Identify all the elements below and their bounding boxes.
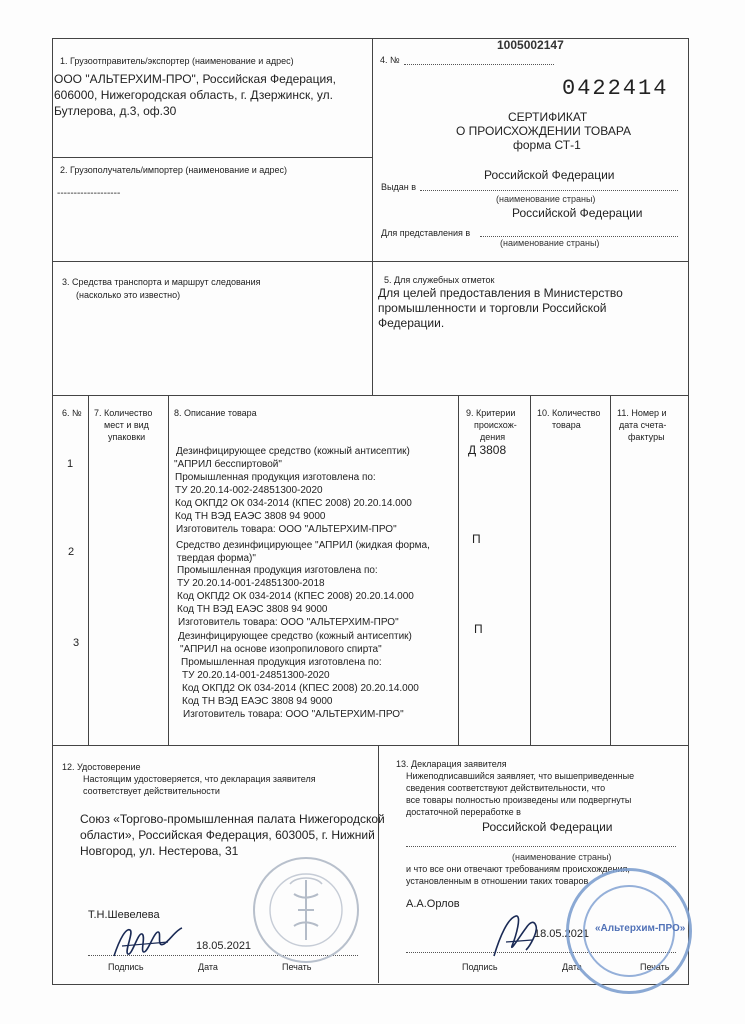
chamber-line-3: Новгород, ул. Нестерова, 31 [80, 844, 239, 858]
row-1-line-7: Изготовитель товара: ООО "АЛЬТЕРХИМ-ПРО" [176, 524, 397, 535]
col-header-packages-3: упаковки [108, 432, 146, 442]
row-3-line-4: ТУ 20.20.14-001-24851300-2020 [182, 670, 330, 681]
chamber-line-1: Союз «Торгово-промышленная палата Нижегородской [80, 812, 385, 826]
serial-number-top: 1005002147 [497, 38, 564, 52]
row-3-number: 3 [73, 637, 80, 649]
row-3-line-7: Изготовитель товара: ООО "АЛЬТЕРХИМ-ПРО" [183, 709, 404, 720]
certificate-form: форма СТ-1 [513, 138, 581, 152]
box12-signer: Т.Н.Шевелева [88, 909, 160, 921]
box12-date-label: Дата [198, 962, 218, 972]
row-3-line-6: Код ТН ВЭД ЕАЭС 3808 94 9000 [182, 696, 333, 707]
divider-box1 [52, 157, 372, 158]
box1-label: 1. Грузоотправитель/экспортер (наименование и адрес) [60, 56, 294, 66]
row-1-line-1: Дезинфицирующее средство (кожный антисептик) [176, 446, 410, 457]
box13-text-3: все товары полностью произведены или подвергнуты [406, 795, 632, 805]
row-3-line-1: Дезинфицирующее средство (кожный антисептик) [178, 631, 412, 642]
col-divider-11 [610, 395, 611, 746]
consignee-value: ------------------- [57, 188, 121, 199]
box12-text-2: соответствует действительности [83, 786, 220, 796]
issued-country: Российской Федерации [484, 168, 615, 182]
col-header-quantity-2: товара [552, 420, 581, 430]
col-header-criteria-3: дения [480, 432, 506, 442]
col-header-number: 6. № [62, 408, 82, 418]
box12-signature-label: Подпись [108, 962, 144, 972]
shipper-line-1: ООО "АЛЬТЕРХИМ-ПРО", Российская Федерация, [54, 72, 336, 86]
certificate-title: СЕРТИФИКАТ [508, 110, 588, 124]
box13-date-label: Дата [562, 962, 582, 972]
row-2-number: 2 [68, 546, 75, 558]
row-2-line-1: Средство дезинфицирующее "АПРИЛ (жидкая форма, [176, 540, 430, 551]
row-1-number: 1 [67, 458, 74, 470]
issued-label: Выдан в [381, 182, 416, 192]
chamber-line-2: области», Российская Федерация, 603005, г. Нижний [80, 828, 375, 842]
box5-line-2: промышленности и торговли Российской [378, 301, 607, 315]
box13-country: Российской Федерации [482, 820, 613, 834]
row-1-line-3: Промышленная продукция изготовлена по: [175, 472, 376, 483]
box4-dotted-line [404, 64, 554, 65]
col-divider-7 [88, 395, 89, 746]
issued-dotted-line [420, 190, 678, 191]
box5-line-1: Для целей предоставления в Министерство [378, 286, 623, 300]
row-3-line-2: "АПРИЛ на основе изопропилового спирта" [180, 644, 382, 655]
box5-line-3: Федерации. [378, 316, 445, 330]
box3-label: 3. Средства транспорта и маршрут следования [62, 277, 261, 287]
box2-label: 2. Грузополучатель/импортер (наименование и адрес) [60, 165, 287, 175]
col-header-invoice-3: фактуры [628, 432, 665, 442]
row-1-criterion: Д 3808 [468, 443, 507, 457]
divider-top-section [52, 261, 688, 262]
box13-label: 13. Декларация заявителя [396, 759, 507, 769]
divider-table [52, 745, 688, 746]
box13-text-5: и что все они отвечают требованиям происхождения, [406, 864, 630, 874]
chamber-seal [250, 854, 362, 966]
box13-text-2: сведения соответствуют действительности, что [406, 783, 606, 793]
box13-signer: А.А.Орлов [406, 898, 460, 910]
row-3-criterion: П [474, 622, 483, 636]
box13-country-line [406, 846, 676, 847]
box13-signature [486, 906, 546, 966]
box3-sublabel: (насколько это известно) [76, 290, 181, 300]
box13-date: 18.05.2021 [534, 928, 590, 940]
presentation-country-sub: (наименование страны) [500, 238, 600, 248]
col-header-criteria-1: 9. Критерии [466, 408, 516, 418]
shipper-line-3: Бутлерова, д.3, оф.30 [54, 104, 177, 118]
divider-middle-section [52, 395, 688, 396]
presentation-label: Для представления в [381, 228, 471, 238]
divider-vertical-bottom [378, 745, 379, 983]
row-3-line-5: Код ОКПД2 ОК 034-2014 (КПЕС 2008) 20.20.14.000 [182, 683, 419, 694]
row-2-line-5: Код ОКПД2 ОК 034-2014 (КПЕС 2008) 20.20.14.000 [177, 591, 414, 602]
col-header-invoice-1: 11. Номер и [617, 408, 667, 418]
company-stamp-text: «Альтерхим-ПРО» [595, 923, 686, 934]
presentation-dotted-line [480, 236, 678, 237]
box13-text-4: достаточной переработке в [406, 807, 521, 817]
row-1-line-6: Код ТН ВЭД ЕАЭС 3808 94 9000 [175, 511, 326, 522]
divider-vertical-top [372, 38, 373, 396]
row-1-line-2: "АПРИЛ бесспиртовой" [174, 459, 282, 470]
box12-seal-label: Печать [282, 962, 312, 972]
col-header-quantity-1: 10. Количество [537, 408, 601, 418]
box13-seal-label: Печать [640, 962, 670, 972]
box12-label: 12. Удостоверение [62, 762, 141, 772]
row-2-line-6: Код ТН ВЭД ЕАЭС 3808 94 9000 [177, 604, 328, 615]
box13-signature-label: Подпись [462, 962, 498, 972]
col-divider-9 [458, 395, 459, 746]
box5-label: 5. Для служебных отметок [384, 275, 495, 285]
col-header-packages-1: 7. Количество [94, 408, 153, 418]
shipper-line-2: 606000, Нижегородская область, г. Дзержинск, ул. [54, 88, 333, 102]
box12-signature [108, 918, 188, 963]
box13-text-6: установленным в отношении таких товаров [406, 876, 589, 886]
row-2-line-7: Изготовитель товара: ООО "АЛЬТЕРХИМ-ПРО" [178, 617, 399, 628]
col-header-packages-2: мест и вид [104, 420, 149, 430]
presentation-country: Российской Федерации [512, 206, 643, 220]
col-header-description: 8. Описание товара [174, 408, 257, 418]
col-divider-10 [530, 395, 531, 746]
issued-country-sub: (наименование страны) [496, 194, 596, 204]
certificate-number: 0422414 [562, 76, 669, 101]
box13-text-1: Нижеподписавшийся заявляет, что вышеприведенные [406, 771, 635, 781]
row-2-line-2: твердая форма)" [177, 553, 256, 564]
row-3-line-3: Промышленная продукция изготовлена по: [181, 657, 382, 668]
certificate-subtitle: О ПРОИСХОЖДЕНИИ ТОВАРА [456, 124, 632, 138]
box13-country-sub: (наименование страны) [512, 852, 612, 862]
col-divider-8 [168, 395, 169, 746]
box12-text-1: Настоящим удостоверяется, что декларация заявителя [83, 774, 316, 784]
row-1-line-4: ТУ 20.20.14-002-24851300-2020 [175, 485, 323, 496]
col-header-invoice-2: дата счета- [619, 420, 667, 430]
box12-date: 18.05.2021 [196, 940, 252, 952]
col-header-criteria-2: происхож- [474, 420, 517, 430]
box4-label: 4. № [380, 55, 400, 65]
row-2-line-4: ТУ 20.20.14-001-24851300-2018 [177, 578, 325, 589]
row-2-criterion: П [472, 532, 481, 546]
row-1-line-5: Код ОКПД2 ОК 034-2014 (КПЕС 2008) 20.20.14.000 [175, 498, 412, 509]
row-2-line-3: Промышленная продукция изготовлена по: [177, 565, 378, 576]
company-stamp [566, 868, 692, 994]
